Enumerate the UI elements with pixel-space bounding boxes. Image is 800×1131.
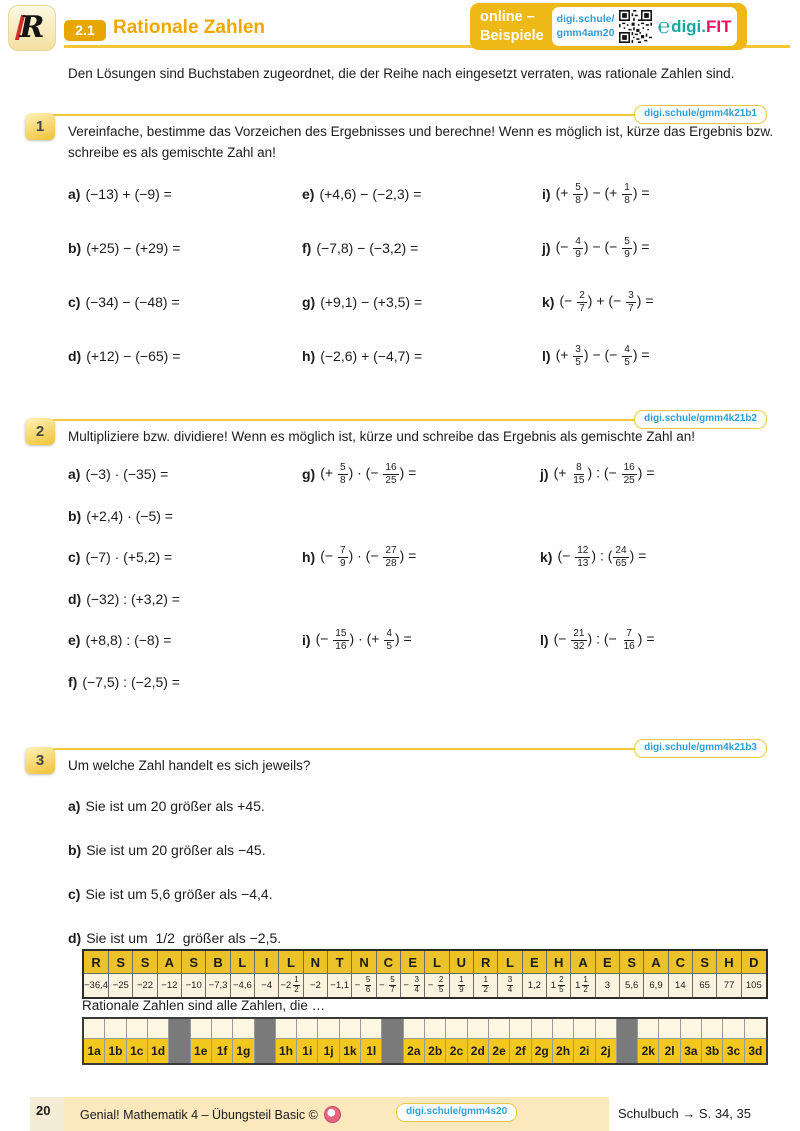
task-item-2k — [540, 543, 646, 571]
online-label-line1: online – — [480, 9, 535, 26]
value-cell-23: 5,6 — [620, 974, 644, 997]
intro-text: Den Lösungen sind Buchstaben zugeordnet, die der Reihe nach eingesetzt verraten, was rationale Zahlen sind. — [68, 66, 735, 81]
value-cell-16 — [450, 974, 474, 997]
item-label: d) — [68, 930, 82, 946]
letter-cell-17: R — [474, 951, 498, 974]
fraction: $\frac{3}{4}$ — [414, 975, 419, 994]
answer-cell-2a[interactable] — [404, 1019, 425, 1039]
fraction: $\frac{5}{6}$ — [365, 975, 371, 994]
answer-label-2j: 2j — [596, 1039, 617, 1063]
item-label: g) — [302, 294, 316, 310]
item-expression: (− $\frac{21}{32}$ ) : (− $\frac{7}{16}$ ) = — [553, 628, 655, 652]
online-examples-label — [480, 8, 544, 44]
answer-gap-3 — [382, 1019, 403, 1063]
letter-cell-2: S — [109, 951, 133, 974]
item-expression: (−34) − (−48) = — [85, 294, 180, 310]
item-expression: (−3) · (−35) = — [85, 466, 169, 482]
letter-cell-8: I — [255, 951, 279, 974]
answer-label-3c: 3c — [723, 1039, 744, 1063]
answer-label-1g: 1g — [233, 1039, 254, 1063]
item-expression: (− $\frac{15}{16}$ ) · (+ $\frac{4}{5}$ ) = — [315, 628, 412, 652]
answer-label-3d: 3d — [745, 1039, 766, 1063]
answer-gap-4 — [617, 1019, 638, 1063]
task-item-2e — [68, 626, 171, 654]
item-expression: (− $\frac{12}{13}$ ) : ( $\frac{24}{65}$ ) = — [557, 545, 647, 569]
task-number-badge-3: 3 — [25, 747, 55, 774]
online-label-line2: Beispiele — [480, 27, 544, 44]
item-label: e) — [302, 186, 315, 202]
fraction: $\frac{1}{2}$ — [294, 975, 299, 994]
answer-label-1k: 1k — [340, 1039, 361, 1063]
letter-cell-25: C — [669, 951, 693, 974]
fraction: $\frac{1}{9}$ — [459, 975, 464, 994]
answer-gap-1 — [169, 1019, 190, 1063]
item-expression: (+ $\frac{8}{15}$ ) : (− $\frac{16}{25}$ ) = — [553, 462, 655, 486]
item-label: c) — [68, 886, 81, 902]
item-label: b) — [68, 842, 82, 858]
item-label: d) — [68, 348, 82, 364]
answer-label-2f: 2f — [510, 1039, 531, 1063]
letter-cell-4: A — [158, 951, 182, 974]
online-link-line2: gmm4am20 — [556, 26, 615, 39]
fraction: $\frac{2}{5}$ — [559, 975, 564, 994]
schulbuch-ref: Schulbuch → S. 34, 35 — [618, 1106, 751, 1121]
item-expression: Sie ist um 20 größer als +45. — [85, 798, 265, 814]
letter-cell-28: D — [742, 951, 766, 974]
task-link-badge-2[interactable]: digi.schule/gmm4k21b2 — [634, 410, 767, 429]
answer-label-2h: 2h — [553, 1039, 574, 1063]
value-cell-13: − $\frac{5}{7}$ — [377, 974, 401, 997]
fraction: $\frac{7}{9}$ — [339, 545, 346, 569]
answer-label-2c: 2c — [446, 1039, 467, 1063]
task-item-1h — [302, 342, 422, 370]
fraction: $\frac{4}{5}$ — [386, 628, 392, 652]
task-item-2d — [68, 585, 180, 613]
task-item-2l — [540, 626, 655, 654]
item-expression: Sie ist um 20 größer als −45. — [86, 842, 266, 858]
task-item-2c — [68, 543, 172, 571]
fraction: $\frac{8}{15}$ — [573, 462, 585, 486]
answer-cell-1f[interactable] — [212, 1019, 233, 1039]
task-link-badge-3[interactable]: digi.schule/gmm4k21b3 — [634, 739, 767, 758]
task-number-badge-1: 1 — [25, 113, 55, 140]
item-label: h) — [302, 348, 316, 364]
task-item-2i — [302, 626, 412, 654]
letter-cell-14: E — [401, 951, 425, 974]
item-label: a) — [68, 466, 81, 482]
answer-label-1a: 1a — [84, 1039, 105, 1063]
answer-cell-1g[interactable] — [233, 1019, 254, 1039]
fraction: $\frac{3}{4}$ — [507, 975, 513, 994]
online-link[interactable] — [557, 13, 615, 39]
item-label: l) — [542, 348, 551, 364]
task-rule-3 — [52, 748, 638, 750]
item-expression: (+ $\frac{5}{8}$ ) · (− $\frac{16}{25}$ ) = — [320, 462, 417, 486]
letter-cell-16: U — [450, 951, 474, 974]
item-expression: (+9,1) − (+3,5) = — [320, 294, 423, 310]
item-label: a) — [68, 798, 81, 814]
item-label: j) — [540, 466, 549, 482]
task-item-1g — [302, 288, 422, 316]
book-title-text: Genial! Mathematik 4 – Übungsteil Basic © — [80, 1107, 318, 1122]
item-expression: (− $\frac{2}{7}$ ) + (− $\frac{3}{7}$ ) = — [559, 290, 654, 314]
value-cell-8: −4 — [255, 974, 279, 997]
answer-label-2i: 2i — [574, 1039, 595, 1063]
task-number-badge-2: 2 — [25, 418, 55, 445]
item-expression: (−13) + (−9) = — [85, 186, 172, 202]
task-item-2f — [68, 668, 180, 696]
value-cell-17 — [474, 974, 498, 997]
value-cell-18 — [498, 974, 522, 997]
answer-label-1d: 1d — [148, 1039, 169, 1063]
solution-letter-table — [82, 949, 768, 999]
item-expression: (− $\frac{4}{9}$ ) − (− $\frac{5}{9}$ ) = — [555, 236, 650, 260]
fraction: $\frac{4}{9}$ — [575, 236, 581, 260]
task-item-1c — [68, 288, 180, 316]
item-expression: Sie ist um 5,6 größer als −4,4. — [85, 886, 273, 902]
fraction: $\frac{5}{8}$ — [339, 462, 346, 486]
answer-cell-3b[interactable] — [702, 1019, 723, 1039]
letter-cell-20: H — [547, 951, 571, 974]
answer-label-2a: 2a — [404, 1039, 425, 1063]
task-item-2g — [302, 460, 416, 488]
answer-label-1b: 1b — [105, 1039, 126, 1063]
online-link-panel — [552, 7, 737, 46]
qr-code-icon — [619, 10, 652, 43]
task-item-3b — [68, 836, 266, 864]
item-expression: (+4,6) − (−2,3) = — [319, 186, 422, 202]
answer-cell-2k[interactable] — [638, 1019, 659, 1039]
page-number: 20 — [36, 1103, 51, 1118]
item-label: l) — [540, 632, 549, 648]
answer-label-1h: 1h — [276, 1039, 297, 1063]
letter-cell-26: S — [693, 951, 717, 974]
footer-link-badge[interactable]: digi.schule/gmm4s20 — [396, 1103, 517, 1122]
answer-cell-2f[interactable] — [510, 1019, 531, 1039]
value-cell-28: 105 — [745, 980, 762, 991]
value-cell-21: 1 $\frac{1}{2}$ — [571, 974, 595, 997]
task-item-1j — [542, 234, 650, 262]
fraction: $\frac{16}{25}$ — [623, 462, 635, 486]
answer-cell-2e[interactable] — [489, 1019, 510, 1039]
fraction: $\frac{3}{5}$ — [575, 344, 581, 368]
item-expression: (−7) · (+5,2) = — [85, 549, 173, 565]
answer-label-2e: 2e — [489, 1039, 510, 1063]
fraction: $\frac{5}{7}$ — [390, 975, 395, 994]
answer-cell-2g[interactable] — [532, 1019, 553, 1039]
fraction: $\frac{12}{13}$ — [577, 545, 589, 569]
task-link-badge-1[interactable]: digi.schule/gmm4k21b1 — [634, 105, 767, 124]
answer-label-2g: 2g — [532, 1039, 553, 1063]
answer-cell-3d[interactable] — [745, 1019, 766, 1039]
item-expression: (−32) : (+3,2) = — [86, 591, 180, 607]
value-cell-2: −25 — [109, 974, 133, 997]
value-cell-25: 14 — [669, 974, 693, 997]
item-expression: (−7,8) − (−3,2) = — [316, 240, 419, 256]
letter-cell-12: N — [352, 951, 376, 974]
digifit-logo — [657, 16, 731, 37]
answer-label-3b: 3b — [702, 1039, 723, 1063]
value-cell-15: − $\frac{2}{5}$ — [425, 974, 449, 997]
item-expression: (+8,8) : (−8) = — [85, 632, 172, 648]
fraction: $\frac{5}{8}$ — [575, 182, 581, 206]
answer-cell-1h[interactable] — [276, 1019, 297, 1039]
fraction: $\frac{5}{9}$ — [624, 236, 630, 260]
task-item-2a — [68, 460, 168, 488]
answer-label-1j: 1j — [318, 1039, 339, 1063]
task-item-3a — [68, 792, 265, 820]
letter-cell-11: T — [328, 951, 352, 974]
letter-cell-21: A — [571, 951, 595, 974]
value-cell-27: 77 — [717, 974, 741, 997]
value-cell-6: −7,3 — [206, 974, 230, 997]
task-item-1k — [542, 288, 654, 316]
item-label: c) — [68, 294, 81, 310]
fraction: $\frac{3}{7}$ — [628, 290, 634, 314]
answer-cell-1e[interactable] — [191, 1019, 212, 1039]
letter-cell-6: B — [206, 951, 230, 974]
section-number-badge: 2.1 — [64, 20, 106, 41]
task-item-1e — [302, 180, 421, 208]
item-expression: (−2,6) + (−4,7) = — [320, 348, 423, 364]
fraction: $\frac{7}{16}$ — [623, 628, 635, 652]
answer-cell-1d[interactable] — [148, 1019, 169, 1039]
task-rule-1 — [52, 114, 638, 116]
book-title — [80, 1106, 341, 1123]
task-item-2h — [302, 543, 416, 571]
item-label: j) — [542, 240, 551, 256]
task-item-1l — [542, 342, 650, 370]
answer-label-1f: 1f — [212, 1039, 233, 1063]
solution-sentence-start: Rationale Zahlen sind alle Zahlen, die … — [82, 998, 326, 1013]
series-logo-icon — [8, 5, 56, 51]
item-label: k) — [542, 294, 555, 310]
fraction: $\frac{1}{2}$ — [583, 975, 588, 994]
task-item-3c — [68, 880, 273, 908]
item-label: g) — [302, 466, 316, 482]
item-label: c) — [68, 549, 81, 565]
letter-cell-1: R — [84, 951, 109, 974]
task-item-1d — [68, 342, 180, 370]
item-expression: (−7,5) : (−2,5) = — [82, 674, 180, 690]
answer-label-1i: 1i — [297, 1039, 318, 1063]
answer-cell-2d[interactable] — [468, 1019, 489, 1039]
letter-cell-19: E — [523, 951, 547, 974]
letter-cell-18: L — [498, 951, 522, 974]
answer-cell-2j[interactable] — [596, 1019, 617, 1039]
item-expression: Sie ist um 1/2 größer als −2,5. — [86, 930, 282, 946]
letter-cell-24: A — [644, 951, 668, 974]
task-item-3d — [68, 924, 281, 952]
item-label: a) — [68, 186, 81, 202]
fraction: $\frac{1}{2}$ — [483, 975, 488, 994]
fraction: $\frac{1}{8}$ — [624, 182, 630, 206]
digifit-fit-text: FIT — [706, 16, 732, 36]
letter-cell-13: C — [377, 951, 401, 974]
answer-cell-1c[interactable] — [127, 1019, 148, 1039]
answer-cell-1j[interactable] — [318, 1019, 339, 1039]
value-cell-20: 1 $\frac{2}{5}$ — [547, 974, 571, 997]
page-title: Rationale Zahlen — [113, 17, 266, 38]
value-cell-11: −1,1 — [328, 974, 352, 997]
answer-cell-1l[interactable] — [361, 1019, 382, 1039]
answer-cell-2b[interactable] — [425, 1019, 446, 1039]
value-cell-22: 3 — [596, 974, 620, 997]
answer-label-2b: 2b — [425, 1039, 446, 1063]
fraction: $\frac{15}{16}$ — [335, 628, 347, 652]
task-item-1f — [302, 234, 418, 262]
item-expression: (+2,4) · (−5) = — [86, 508, 173, 524]
answer-label-2k: 2k — [638, 1039, 659, 1063]
answer-label-2l: 2l — [659, 1039, 680, 1063]
answer-label-2d: 2d — [468, 1039, 489, 1063]
item-label: b) — [68, 508, 82, 524]
task-item-1a — [68, 180, 172, 208]
digifit-e-icon: ℮ — [657, 15, 671, 38]
value-cell-5: −10 — [182, 974, 206, 997]
task-item-1b — [68, 234, 180, 262]
item-label: d) — [68, 591, 82, 607]
fraction: $\frac{27}{28}$ — [385, 545, 397, 569]
fraction: $\frac{24}{65}$ — [615, 545, 627, 569]
item-expression: (+25) − (+29) = — [86, 240, 181, 256]
task-item-2j — [540, 460, 655, 488]
answer-label-1l: 1l — [361, 1039, 382, 1063]
item-label: e) — [68, 632, 81, 648]
value-cell-7: −4,6 — [231, 974, 255, 997]
answer-cell-3a[interactable] — [681, 1019, 702, 1039]
mascot-icon — [324, 1106, 341, 1123]
letter-cell-7: L — [231, 951, 255, 974]
fraction: $\frac{2}{7}$ — [579, 290, 585, 314]
digifit-digi-text: digi. — [671, 16, 707, 36]
value-cell-1: −36,4 — [84, 974, 109, 997]
item-label: f) — [302, 240, 312, 256]
answer-gap-2 — [255, 1019, 276, 1063]
answer-cell-2i[interactable] — [574, 1019, 595, 1039]
online-link-line1: digi.schule/ — [556, 13, 615, 26]
task-item-2b — [68, 502, 173, 530]
answer-letter-grid — [82, 1017, 768, 1065]
value-cell-19: 1,2 — [523, 974, 547, 997]
fraction: $\frac{4}{5}$ — [624, 344, 630, 368]
answer-cell-1a[interactable] — [84, 1019, 105, 1039]
answer-label-3a: 3a — [681, 1039, 702, 1063]
task-instruction-2: Multipliziere bzw. dividiere! Wenn es möglich ist, kürze und schreibe das Ergebnis als gemischte Zahl an! — [68, 429, 696, 444]
letter-cell-23: S — [620, 951, 644, 974]
task-item-1i — [542, 180, 650, 208]
letter-cell-9: L — [279, 951, 303, 974]
answer-label-1e: 1e — [191, 1039, 212, 1063]
letter-cell-5: S — [182, 951, 206, 974]
answer-cell-2l[interactable] — [659, 1019, 680, 1039]
value-cell-4: −12 — [158, 974, 182, 997]
answer-cell-1b[interactable] — [105, 1019, 126, 1039]
task-rule-2 — [52, 419, 638, 421]
item-label: k) — [540, 549, 553, 565]
answer-cell-3c[interactable] — [723, 1019, 744, 1039]
answer-cell-2h[interactable] — [553, 1019, 574, 1039]
online-examples-box — [470, 3, 747, 50]
answer-cell-1k[interactable] — [340, 1019, 361, 1039]
item-label: i) — [542, 186, 551, 202]
answer-cell-1i[interactable] — [297, 1019, 318, 1039]
fraction: $\frac{16}{25}$ — [385, 462, 397, 486]
value-cell-14: − $\frac{3}{4}$ — [401, 974, 425, 997]
letter-cell-22: E — [596, 951, 620, 974]
item-expression: (+ $\frac{5}{8}$ ) − (+ $\frac{1}{8}$ ) = — [555, 182, 650, 206]
item-expression: (− $\frac{7}{9}$ ) · (− $\frac{27}{28}$ ) = — [320, 545, 417, 569]
logo-letter: R — [19, 10, 45, 45]
letter-cell-15: L — [425, 951, 449, 974]
letter-cell-27: H — [717, 951, 741, 974]
item-expression: (+12) − (−65) = — [86, 348, 181, 364]
task-instruction-3: Um welche Zahl handelt es sich jeweils? — [68, 758, 311, 773]
value-cell-9: −2 $\frac{1}{2}$ — [279, 974, 303, 997]
item-label: b) — [68, 240, 82, 256]
letter-cell-3: S — [133, 951, 157, 974]
value-cell-26: 65 — [693, 974, 717, 997]
value-cell-12: − $\frac{5}{6}$ — [352, 974, 376, 997]
value-cell-24: 6,9 — [644, 974, 668, 997]
item-label: f) — [68, 674, 78, 690]
value-cell-3: −22 — [133, 974, 157, 997]
item-expression: (+ $\frac{3}{5}$ ) − (− $\frac{4}{5}$ ) = — [555, 344, 650, 368]
answer-label-1c: 1c — [127, 1039, 148, 1063]
fraction: $\frac{2}{5}$ — [438, 975, 444, 994]
item-label: i) — [302, 632, 311, 648]
answer-cell-2c[interactable] — [446, 1019, 467, 1039]
fraction: $\frac{21}{32}$ — [573, 628, 585, 652]
value-cell-10: −2 — [304, 974, 328, 997]
task-instruction-1: Vereinfache, bestimme das Vorzeichen des Ergebnisses und berechne! Wenn es möglich ist, kürze das Ergebnis bzw. schreibe es als gemischte Zahl an! — [68, 124, 774, 160]
letter-cell-10: N — [304, 951, 328, 974]
item-label: h) — [302, 549, 316, 565]
